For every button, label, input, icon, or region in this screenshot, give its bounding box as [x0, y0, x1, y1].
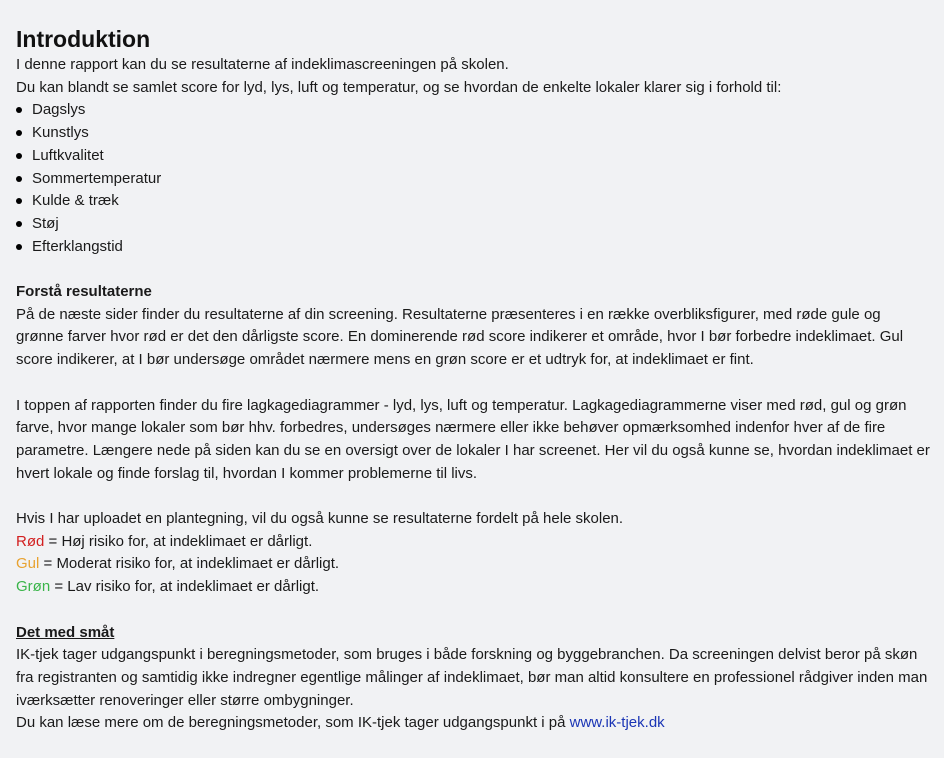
- page-title: Introduktion: [16, 26, 151, 52]
- section-heading-understand: Forstå resultaterne: [16, 283, 152, 301]
- fineprint-paragraph: IK-tjek tager udgangspunkt i beregningsmetoder, som bruges i både forskning og byggebranchen. Da screeningen delvist beror på skøn fra registranten og samtidig ikke indregner egentlige målinger af indeklimaet, bør man altid konsultere en professionel rådgiver inden man iværksætter renoveringer eller større ombygninger.: [16, 646, 928, 709]
- parameter-list: [16, 99, 932, 258]
- list-item: Sommertemperatur: [16, 168, 932, 191]
- spacer: [16, 372, 932, 395]
- list-item: Efterklangstid: [16, 236, 932, 259]
- section-heading-fineprint: Det med småt: [16, 623, 115, 641]
- legend-green: [16, 576, 932, 599]
- fineprint-more-text: Du kan læse mere om de beregningsmetoder, som IK-tjek tager udgangspunkt i på: [16, 714, 570, 732]
- legend-red-text: = Høj risiko for, at indeklimaet er dårligt.: [44, 532, 313, 550]
- list-item: Kunstlys: [16, 122, 932, 145]
- understand-paragraph-2: I toppen af rapporten finder du fire lagkagediagrammer - lyd, lys, luft og temperatur. Lagkagediagrammerne viser med rød, gul og grøn farve, hvor mange lokaler som bør hhv. forbedres, undersøges nærmere eller ikke behøver opmærksomhed indenfor hver af de fire parametre. Længere nede på siden kan du se en oversigt over de lokaler I har screenet. Her vil du også kunne se, hvordan indeklimaet er hvert lokale og finde forslag til, hvordan I kommer problemerne til livs.: [16, 396, 930, 482]
- list-item: Støj: [16, 213, 932, 236]
- spacer: [16, 258, 932, 281]
- spacer: [16, 599, 932, 622]
- legend-green-word: Grøn: [16, 578, 51, 596]
- spacer: [16, 485, 932, 508]
- intro-line-1: I denne rapport kan du se resultaterne af indeklimascreeningen på skolen.: [16, 56, 509, 73]
- fineprint-more: [16, 712, 932, 735]
- list-item: Dagslys: [16, 99, 932, 122]
- legend-green-text: = Lav risiko for, at indeklimaet er dårligt.: [50, 578, 320, 596]
- legend-red: [16, 531, 932, 554]
- ik-tjek-link[interactable]: www.ik-tjek.dk: [569, 714, 665, 732]
- list-item: Kulde & træk: [16, 190, 932, 213]
- understand-paragraph-1: På de næste sider finder du resultaterne af din screening. Resultaterne præsenteres i en række overbliksfigurer, med røde gule og grønne farver hvor rød er det den dårligste score. En dominerende rød score indikerer et område, hvor I bør forbedre indeklimaet. Gul score indikerer, at I bør undersøge området nærmere mens en grøn score er et udtryk for, at indeklimaet er fint.: [16, 305, 904, 369]
- legend-yellow: [16, 553, 932, 576]
- list-item: Luftkvalitet: [16, 145, 932, 168]
- legend-yellow-word: Gul: [16, 555, 40, 573]
- legend-red-word: Rød: [16, 532, 45, 550]
- report-intro: [16, 24, 932, 735]
- intro-line-2: Du kan blandt se samlet score for lyd, lys, luft og temperatur, og se hvordan de enkelte lokaler klarer sig i forhold til:: [16, 78, 782, 96]
- understand-paragraph-3: Hvis I har uploadet en plantegning, vil du også kunne se resultaterne fordelt på hele skolen.: [16, 510, 624, 528]
- legend-yellow-text: = Moderat risiko for, at indeklimaet er dårligt.: [39, 555, 340, 573]
